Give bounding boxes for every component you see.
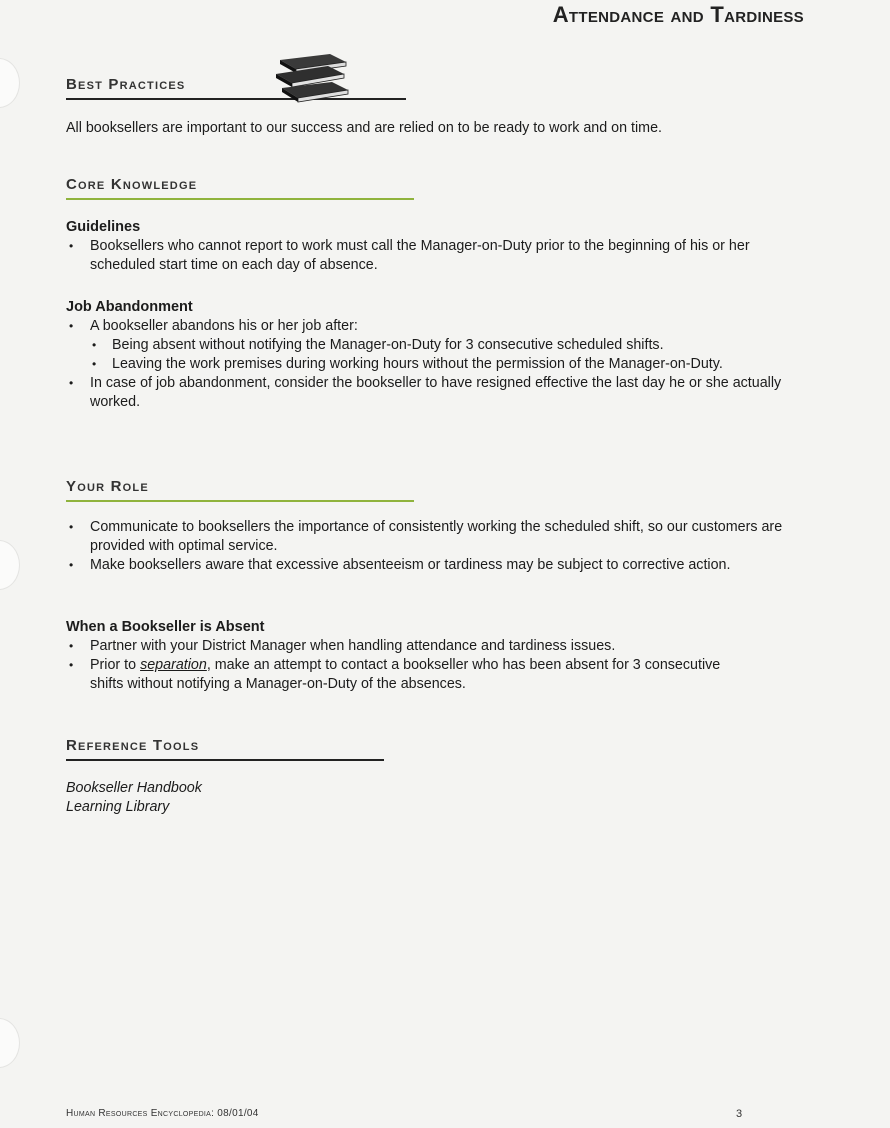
list-item: • Make booksellers aware that excessive absenteeism or tardiness may be subject to corrective action. [66, 556, 806, 575]
list-item: • In case of job abandonment, consider the bookseller to have resigned effective the last day he or she actually worked. [66, 374, 806, 412]
sub-list-item: • Leaving the work premises during working hours without the permission of the Manager-on-Duty. [66, 355, 806, 374]
page-title: Attendance and Tardiness [552, 2, 804, 27]
when-absent-block [66, 618, 806, 694]
reference-item: Bookseller Handbook [66, 780, 202, 796]
your-role-heading: Your Role [66, 478, 414, 502]
list-item-text: A bookseller abandons his or her job after: [90, 318, 358, 334]
best-practices-text: All booksellers are important to our success and are relied on to be ready to work and on time. [66, 120, 663, 136]
list-item-text: Prior to [90, 657, 141, 673]
reference-tools-heading: Reference Tools [66, 737, 384, 761]
job-abandonment-heading: Job Abandonment [66, 299, 193, 315]
binder-hole [0, 1018, 20, 1068]
list-item: • Communicate to booksellers the importance of consistently working the scheduled shift, so our customers are provided with optimal service. [66, 518, 806, 556]
sub-list-item: • Being absent without notifying the Manager-on-Duty for 3 consecutive scheduled shifts. [66, 336, 806, 355]
reference-item: Learning Library [66, 799, 170, 815]
guidelines-block [66, 218, 806, 275]
list-item: • Booksellers who cannot report to work must call the Manager-on-Duty prior to the beginning of his or her scheduled start time on each day of absence. [66, 237, 806, 275]
binder-hole [0, 58, 20, 108]
best-practices-heading-text: Best Practices [66, 76, 186, 93]
reference-tools-list [66, 779, 806, 817]
job-abandonment-block [66, 298, 806, 412]
separation-link[interactable]: separation [140, 657, 207, 673]
core-knowledge-heading: Core Knowledge [66, 176, 414, 200]
your-role-block [66, 518, 806, 575]
list-item: • Partner with your District Manager when handling attendance and tardiness issues. [66, 637, 806, 656]
guidelines-heading: Guidelines [66, 219, 141, 235]
when-absent-heading: When a Bookseller is Absent [66, 619, 265, 635]
book-stack-icon [270, 52, 352, 108]
list-item-text: , make an attempt to contact a bookseller who has been absent for 3 consecutive shifts without notifying a Manager-on-Duty of the absences. [90, 657, 721, 692]
footer-text: Human Resources Encyclopedia: 08/01/04 [66, 1108, 259, 1119]
list-item [66, 656, 806, 694]
binder-hole [0, 540, 20, 590]
page-number: 3 [736, 1108, 743, 1120]
list-item [66, 317, 806, 336]
best-practices-heading [66, 76, 406, 100]
